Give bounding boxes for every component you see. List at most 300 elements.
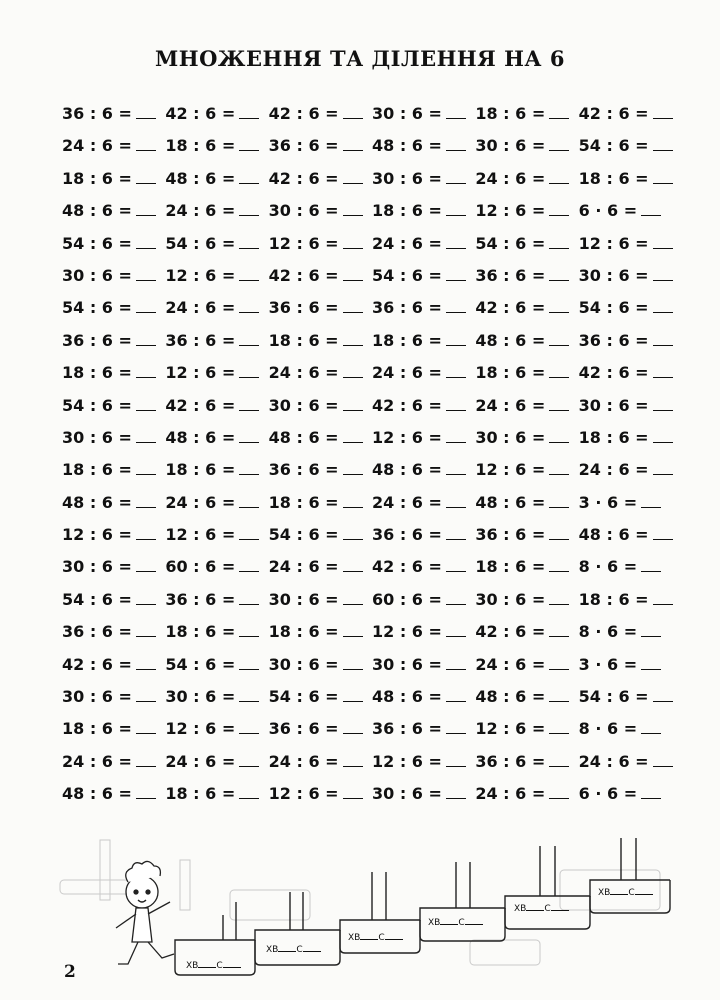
exercise-expression: 24 : 6 = — [578, 460, 649, 480]
exercise-item — [475, 195, 578, 227]
exercise-item — [475, 616, 578, 648]
answer-blank[interactable] — [446, 655, 466, 670]
exercise-item — [269, 325, 372, 357]
answer-blank[interactable] — [239, 136, 259, 151]
answer-blank[interactable] — [549, 363, 569, 378]
answer-blank[interactable] — [136, 331, 156, 346]
answer-blank[interactable] — [239, 104, 259, 119]
exercise-expression: 24 : 6 = — [372, 363, 442, 383]
exercise-expression: 48 : 6 = — [62, 201, 132, 221]
exercise-expression: 30 : 6 = — [62, 265, 132, 285]
exercise-item — [62, 487, 165, 519]
exercise-item — [372, 584, 475, 616]
exercise-expression: 48 : 6 = — [372, 687, 442, 707]
exercise-expression: 36 : 6 = — [475, 525, 546, 545]
exercise-expression: 18 : 6 = — [62, 363, 132, 383]
answer-blank[interactable] — [343, 428, 363, 443]
exercise-item — [269, 713, 372, 745]
answer-blank[interactable] — [343, 331, 363, 346]
exercise-item — [62, 681, 165, 713]
answer-blank[interactable] — [446, 363, 466, 378]
answer-blank[interactable] — [239, 655, 259, 670]
exercise-expression: 30 : 6 = — [372, 784, 442, 804]
answer-blank[interactable] — [653, 428, 673, 443]
exercise-item — [165, 778, 268, 810]
exercise-item — [579, 454, 682, 486]
exercise-item — [165, 292, 268, 324]
answer-blank[interactable] — [653, 687, 673, 702]
answer-blank[interactable] — [136, 234, 156, 249]
step-label-1: ХВ С — [186, 960, 241, 971]
exercise-item — [165, 130, 268, 162]
exercise-expression: 30 : 6 = — [372, 168, 442, 188]
answer-blank[interactable] — [343, 169, 363, 184]
exercise-item — [269, 551, 372, 583]
exercise-item — [475, 778, 578, 810]
answer-blank[interactable] — [653, 525, 673, 540]
answer-blank[interactable] — [239, 719, 259, 734]
exercise-item — [62, 292, 165, 324]
answer-blank[interactable] — [343, 136, 363, 151]
exercise-item — [269, 454, 372, 486]
exercise-item — [269, 487, 372, 519]
exercise-expression: 36 : 6 = — [372, 525, 442, 545]
exercise-expression: 24 : 6 = — [475, 654, 546, 674]
answer-blank[interactable] — [549, 266, 569, 281]
exercise-expression: 18 : 6 = — [62, 719, 132, 739]
answer-blank[interactable] — [239, 784, 259, 799]
answer-blank[interactable] — [549, 428, 569, 443]
exercise-item — [475, 519, 578, 551]
exercise-expression: 42 : 6 = — [268, 104, 339, 123]
exercise-expression: 18 : 6 = — [165, 460, 236, 480]
exercise-item — [269, 260, 372, 292]
exercise-expression: 48 : 6 = — [372, 460, 442, 480]
exercise-expression: 12 : 6 = — [475, 460, 546, 480]
answer-blank[interactable] — [446, 201, 466, 216]
answer-blank[interactable] — [239, 752, 259, 767]
exercise-expression: 30 : 6 = — [372, 104, 442, 123]
exercise-grid — [62, 98, 682, 811]
answer-blank[interactable] — [239, 363, 259, 378]
exercise-item — [579, 713, 682, 745]
answer-blank[interactable] — [343, 784, 363, 799]
answer-blank[interactable] — [641, 557, 661, 572]
exercise-item — [372, 454, 475, 486]
answer-blank[interactable] — [239, 169, 259, 184]
exercise-expression: 36 : 6 = — [372, 298, 442, 318]
exercise-item — [165, 649, 268, 681]
exercise-item — [62, 713, 165, 745]
answer-blank[interactable] — [653, 298, 673, 313]
answer-blank[interactable] — [343, 655, 363, 670]
exercise-expression: 42 : 6 = — [372, 395, 442, 415]
answer-blank[interactable] — [136, 460, 156, 475]
answer-blank[interactable] — [136, 266, 156, 281]
answer-blank[interactable] — [653, 234, 673, 249]
answer-blank[interactable] — [446, 234, 466, 249]
answer-blank[interactable] — [549, 622, 569, 637]
answer-blank[interactable] — [641, 493, 661, 508]
exercise-item — [579, 195, 682, 227]
answer-blank[interactable] — [239, 687, 259, 702]
answer-blank[interactable] — [549, 396, 569, 411]
answer-blank[interactable] — [446, 266, 466, 281]
exercise-item — [165, 163, 268, 195]
answer-blank[interactable] — [343, 460, 363, 475]
exercise-item — [165, 422, 268, 454]
answer-blank[interactable] — [446, 622, 466, 637]
exercise-expression: 36 : 6 = — [475, 265, 546, 285]
answer-blank[interactable] — [343, 298, 363, 313]
answer-blank[interactable] — [239, 557, 259, 572]
exercise-item — [475, 713, 578, 745]
exercise-item — [269, 390, 372, 422]
exercise-expression: 48 : 6 = — [578, 525, 649, 545]
answer-blank[interactable] — [343, 622, 363, 637]
answer-blank[interactable] — [653, 396, 673, 411]
exercise-expression: 30 : 6 = — [372, 654, 442, 674]
exercise-item — [165, 325, 268, 357]
answer-blank[interactable] — [641, 784, 661, 799]
answer-blank[interactable] — [549, 104, 569, 119]
answer-blank[interactable] — [343, 104, 363, 119]
answer-blank[interactable] — [653, 266, 673, 281]
exercise-item — [165, 487, 268, 519]
exercise-expression: 42 : 6 = — [372, 557, 442, 577]
answer-blank[interactable] — [343, 266, 363, 281]
answer-blank[interactable] — [446, 136, 466, 151]
exercise-expression: 8 · 6 = — [578, 719, 638, 739]
answer-blank[interactable] — [136, 719, 156, 734]
exercise-item — [475, 130, 578, 162]
answer-blank[interactable] — [136, 590, 156, 605]
answer-blank[interactable] — [343, 752, 363, 767]
answer-blank[interactable] — [343, 234, 363, 249]
answer-blank[interactable] — [549, 493, 569, 508]
exercise-expression: 18 : 6 = — [165, 136, 236, 156]
exercise-expression: 24 : 6 = — [372, 233, 442, 253]
exercise-expression: 36 : 6 = — [475, 751, 546, 771]
exercise-expression: 36 : 6 = — [62, 104, 132, 123]
answer-blank[interactable] — [343, 719, 363, 734]
answer-blank[interactable] — [136, 428, 156, 443]
exercise-item — [269, 422, 372, 454]
answer-blank[interactable] — [136, 363, 156, 378]
exercise-expression: 36 : 6 = — [268, 136, 339, 156]
answer-blank[interactable] — [653, 590, 673, 605]
exercise-expression: 24 : 6 = — [268, 557, 339, 577]
exercise-item — [579, 390, 682, 422]
answer-blank[interactable] — [136, 752, 156, 767]
exercise-item — [269, 746, 372, 778]
exercise-expression: 18 : 6 = — [62, 460, 132, 480]
exercise-expression: 48 : 6 = — [475, 330, 546, 350]
answer-blank[interactable] — [136, 396, 156, 411]
answer-blank[interactable] — [641, 201, 661, 216]
exercise-expression: 54 : 6 = — [62, 233, 132, 253]
exercise-item — [579, 228, 682, 260]
exercise-expression: 3 · 6 = — [578, 492, 638, 512]
answer-blank[interactable] — [136, 557, 156, 572]
exercise-expression: 24 : 6 = — [165, 492, 236, 512]
exercise-expression: 48 : 6 = — [165, 168, 236, 188]
exercise-item — [372, 228, 475, 260]
answer-blank[interactable] — [653, 363, 673, 378]
answer-blank[interactable] — [446, 331, 466, 346]
answer-blank[interactable] — [653, 104, 673, 119]
answer-blank[interactable] — [136, 201, 156, 216]
exercise-item — [579, 422, 682, 454]
exercise-expression: 48 : 6 = — [268, 427, 339, 447]
answer-blank[interactable] — [136, 655, 156, 670]
exercise-item — [62, 260, 165, 292]
exercise-item — [62, 195, 165, 227]
answer-blank[interactable] — [446, 396, 466, 411]
exercise-expression: 36 : 6 = — [165, 330, 236, 350]
exercise-expression: 18 : 6 = — [62, 168, 132, 188]
answer-blank[interactable] — [653, 331, 673, 346]
exercise-item — [62, 746, 165, 778]
answer-blank[interactable] — [549, 752, 569, 767]
exercise-expression: 12 : 6 = — [475, 201, 546, 221]
exercise-expression: 42 : 6 = — [268, 265, 339, 285]
answer-blank[interactable] — [446, 298, 466, 313]
exercise-item — [372, 713, 475, 745]
answer-blank[interactable] — [239, 298, 259, 313]
exercise-item — [372, 487, 475, 519]
answer-blank[interactable] — [343, 525, 363, 540]
exercise-expression: 24 : 6 = — [165, 298, 236, 318]
answer-blank[interactable] — [549, 331, 569, 346]
exercise-item — [579, 616, 682, 648]
answer-blank[interactable] — [549, 169, 569, 184]
exercise-item — [372, 746, 475, 778]
answer-blank[interactable] — [136, 493, 156, 508]
answer-blank[interactable] — [136, 104, 156, 119]
answer-blank[interactable] — [239, 622, 259, 637]
answer-blank[interactable] — [641, 719, 661, 734]
exercise-item — [165, 681, 268, 713]
exercise-expression: 30 : 6 = — [475, 427, 546, 447]
answer-blank[interactable] — [549, 525, 569, 540]
exercise-expression: 30 : 6 = — [268, 395, 339, 415]
exercise-item — [475, 584, 578, 616]
answer-blank[interactable] — [641, 622, 661, 637]
exercise-expression: 30 : 6 = — [62, 427, 132, 447]
answer-blank[interactable] — [549, 590, 569, 605]
answer-blank[interactable] — [549, 136, 569, 151]
exercise-expression: 6 · 6 = — [578, 201, 638, 221]
exercise-item — [269, 519, 372, 551]
exercise-expression: 48 : 6 = — [165, 427, 236, 447]
answer-blank[interactable] — [549, 298, 569, 313]
exercise-expression: 18 : 6 = — [372, 201, 442, 221]
answer-blank[interactable] — [239, 460, 259, 475]
answer-blank[interactable] — [653, 460, 673, 475]
answer-blank[interactable] — [239, 590, 259, 605]
exercise-item — [475, 649, 578, 681]
exercise-expression: 54 : 6 = — [62, 589, 132, 609]
exercise-item — [165, 551, 268, 583]
exercise-item — [62, 584, 165, 616]
answer-blank[interactable] — [446, 525, 466, 540]
step-label-3: ХВ С — [348, 932, 403, 943]
exercise-item — [62, 357, 165, 389]
answer-blank[interactable] — [653, 136, 673, 151]
exercise-expression: 42 : 6 = — [578, 104, 649, 123]
answer-blank[interactable] — [136, 784, 156, 799]
exercise-expression: 24 : 6 = — [62, 751, 132, 771]
answer-blank[interactable] — [446, 493, 466, 508]
exercise-expression: 54 : 6 = — [165, 654, 236, 674]
exercise-item — [579, 746, 682, 778]
answer-blank[interactable] — [446, 752, 466, 767]
exercise-expression: 18 : 6 = — [475, 104, 546, 123]
exercise-item — [372, 357, 475, 389]
answer-blank[interactable] — [343, 396, 363, 411]
answer-blank[interactable] — [239, 201, 259, 216]
exercise-expression: 8 · 6 = — [578, 622, 638, 642]
exercise-expression: 24 : 6 = — [475, 168, 546, 188]
exercise-item — [475, 746, 578, 778]
answer-blank[interactable] — [136, 169, 156, 184]
answer-blank[interactable] — [343, 363, 363, 378]
exercise-item — [269, 681, 372, 713]
exercise-expression: 18 : 6 = — [372, 330, 442, 350]
answer-blank[interactable] — [549, 460, 569, 475]
answer-blank[interactable] — [446, 428, 466, 443]
exercise-expression: 30 : 6 = — [268, 589, 339, 609]
answer-blank[interactable] — [136, 136, 156, 151]
answer-blank[interactable] — [136, 298, 156, 313]
exercise-expression: 30 : 6 = — [578, 265, 649, 285]
answer-blank[interactable] — [446, 557, 466, 572]
exercise-expression: 54 : 6 = — [578, 298, 649, 318]
exercise-expression: 3 · 6 = — [578, 654, 638, 674]
exercise-expression: 48 : 6 = — [62, 784, 132, 804]
answer-blank[interactable] — [239, 331, 259, 346]
exercise-expression: 6 · 6 = — [578, 784, 638, 804]
exercise-expression: 18 : 6 = — [268, 330, 339, 350]
exercise-expression: 24 : 6 = — [372, 492, 442, 512]
answer-blank[interactable] — [446, 104, 466, 119]
exercise-expression: 12 : 6 = — [268, 233, 339, 253]
exercise-expression: 54 : 6 = — [165, 233, 236, 253]
exercise-expression: 30 : 6 = — [475, 136, 546, 156]
exercise-expression: 42 : 6 = — [165, 395, 236, 415]
answer-blank[interactable] — [343, 687, 363, 702]
answer-blank[interactable] — [549, 719, 569, 734]
exercise-item — [269, 195, 372, 227]
answer-blank[interactable] — [446, 719, 466, 734]
answer-blank[interactable] — [653, 752, 673, 767]
answer-blank[interactable] — [446, 687, 466, 702]
exercise-item — [475, 422, 578, 454]
exercise-expression: 48 : 6 = — [475, 492, 546, 512]
step-label-5: ХВ С — [514, 903, 569, 914]
exercise-expression: 12 : 6 = — [578, 233, 649, 253]
exercise-item — [579, 130, 682, 162]
exercise-item — [475, 551, 578, 583]
answer-blank[interactable] — [239, 396, 259, 411]
exercise-item — [372, 390, 475, 422]
exercise-item — [372, 325, 475, 357]
exercise-expression: 24 : 6 = — [62, 136, 132, 156]
exercise-item — [269, 163, 372, 195]
answer-blank[interactable] — [136, 687, 156, 702]
answer-blank[interactable] — [549, 655, 569, 670]
exercise-item — [62, 325, 165, 357]
exercise-item — [269, 778, 372, 810]
answer-blank[interactable] — [239, 493, 259, 508]
answer-blank[interactable] — [343, 201, 363, 216]
exercise-expression: 36 : 6 = — [165, 589, 236, 609]
answer-blank[interactable] — [446, 169, 466, 184]
exercise-item — [165, 390, 268, 422]
exercise-expression: 42 : 6 = — [268, 168, 339, 188]
exercise-item — [62, 778, 165, 810]
exercise-item — [579, 325, 682, 357]
exercise-item — [579, 681, 682, 713]
exercise-item — [269, 228, 372, 260]
exercise-item — [165, 454, 268, 486]
staircase-illustration — [0, 830, 720, 1000]
exercise-expression: 42 : 6 = — [475, 298, 546, 318]
answer-blank[interactable] — [446, 590, 466, 605]
answer-blank[interactable] — [549, 687, 569, 702]
exercise-expression: 24 : 6 = — [475, 784, 546, 804]
exercise-item — [165, 519, 268, 551]
answer-blank[interactable] — [549, 234, 569, 249]
exercise-item — [165, 746, 268, 778]
exercise-expression: 54 : 6 = — [475, 233, 546, 253]
answer-blank[interactable] — [343, 590, 363, 605]
answer-blank[interactable] — [343, 557, 363, 572]
exercise-item — [62, 649, 165, 681]
page-number: 2 — [64, 962, 76, 982]
answer-blank[interactable] — [239, 234, 259, 249]
exercise-expression: 30 : 6 = — [475, 589, 546, 609]
answer-blank[interactable] — [239, 525, 259, 540]
answer-blank[interactable] — [239, 266, 259, 281]
exercise-item — [579, 163, 682, 195]
answer-blank[interactable] — [446, 460, 466, 475]
exercise-expression: 24 : 6 = — [165, 201, 236, 221]
exercise-item — [579, 778, 682, 810]
answer-blank[interactable] — [641, 655, 661, 670]
exercise-expression: 18 : 6 = — [268, 492, 339, 512]
answer-blank[interactable] — [136, 622, 156, 637]
exercise-expression: 30 : 6 = — [268, 654, 339, 674]
answer-blank[interactable] — [239, 428, 259, 443]
answer-blank[interactable] — [549, 557, 569, 572]
answer-blank[interactable] — [343, 493, 363, 508]
answer-blank[interactable] — [653, 169, 673, 184]
answer-blank[interactable] — [549, 201, 569, 216]
exercise-item — [62, 616, 165, 648]
exercise-expression: 18 : 6 = — [475, 363, 546, 383]
exercise-item — [372, 422, 475, 454]
exercise-item — [475, 357, 578, 389]
exercise-expression: 24 : 6 = — [165, 751, 236, 771]
exercise-expression: 24 : 6 = — [578, 751, 649, 771]
answer-blank[interactable] — [549, 784, 569, 799]
exercise-expression: 36 : 6 = — [268, 460, 339, 480]
answer-blank[interactable] — [446, 784, 466, 799]
exercise-item — [165, 357, 268, 389]
answer-blank[interactable] — [136, 525, 156, 540]
